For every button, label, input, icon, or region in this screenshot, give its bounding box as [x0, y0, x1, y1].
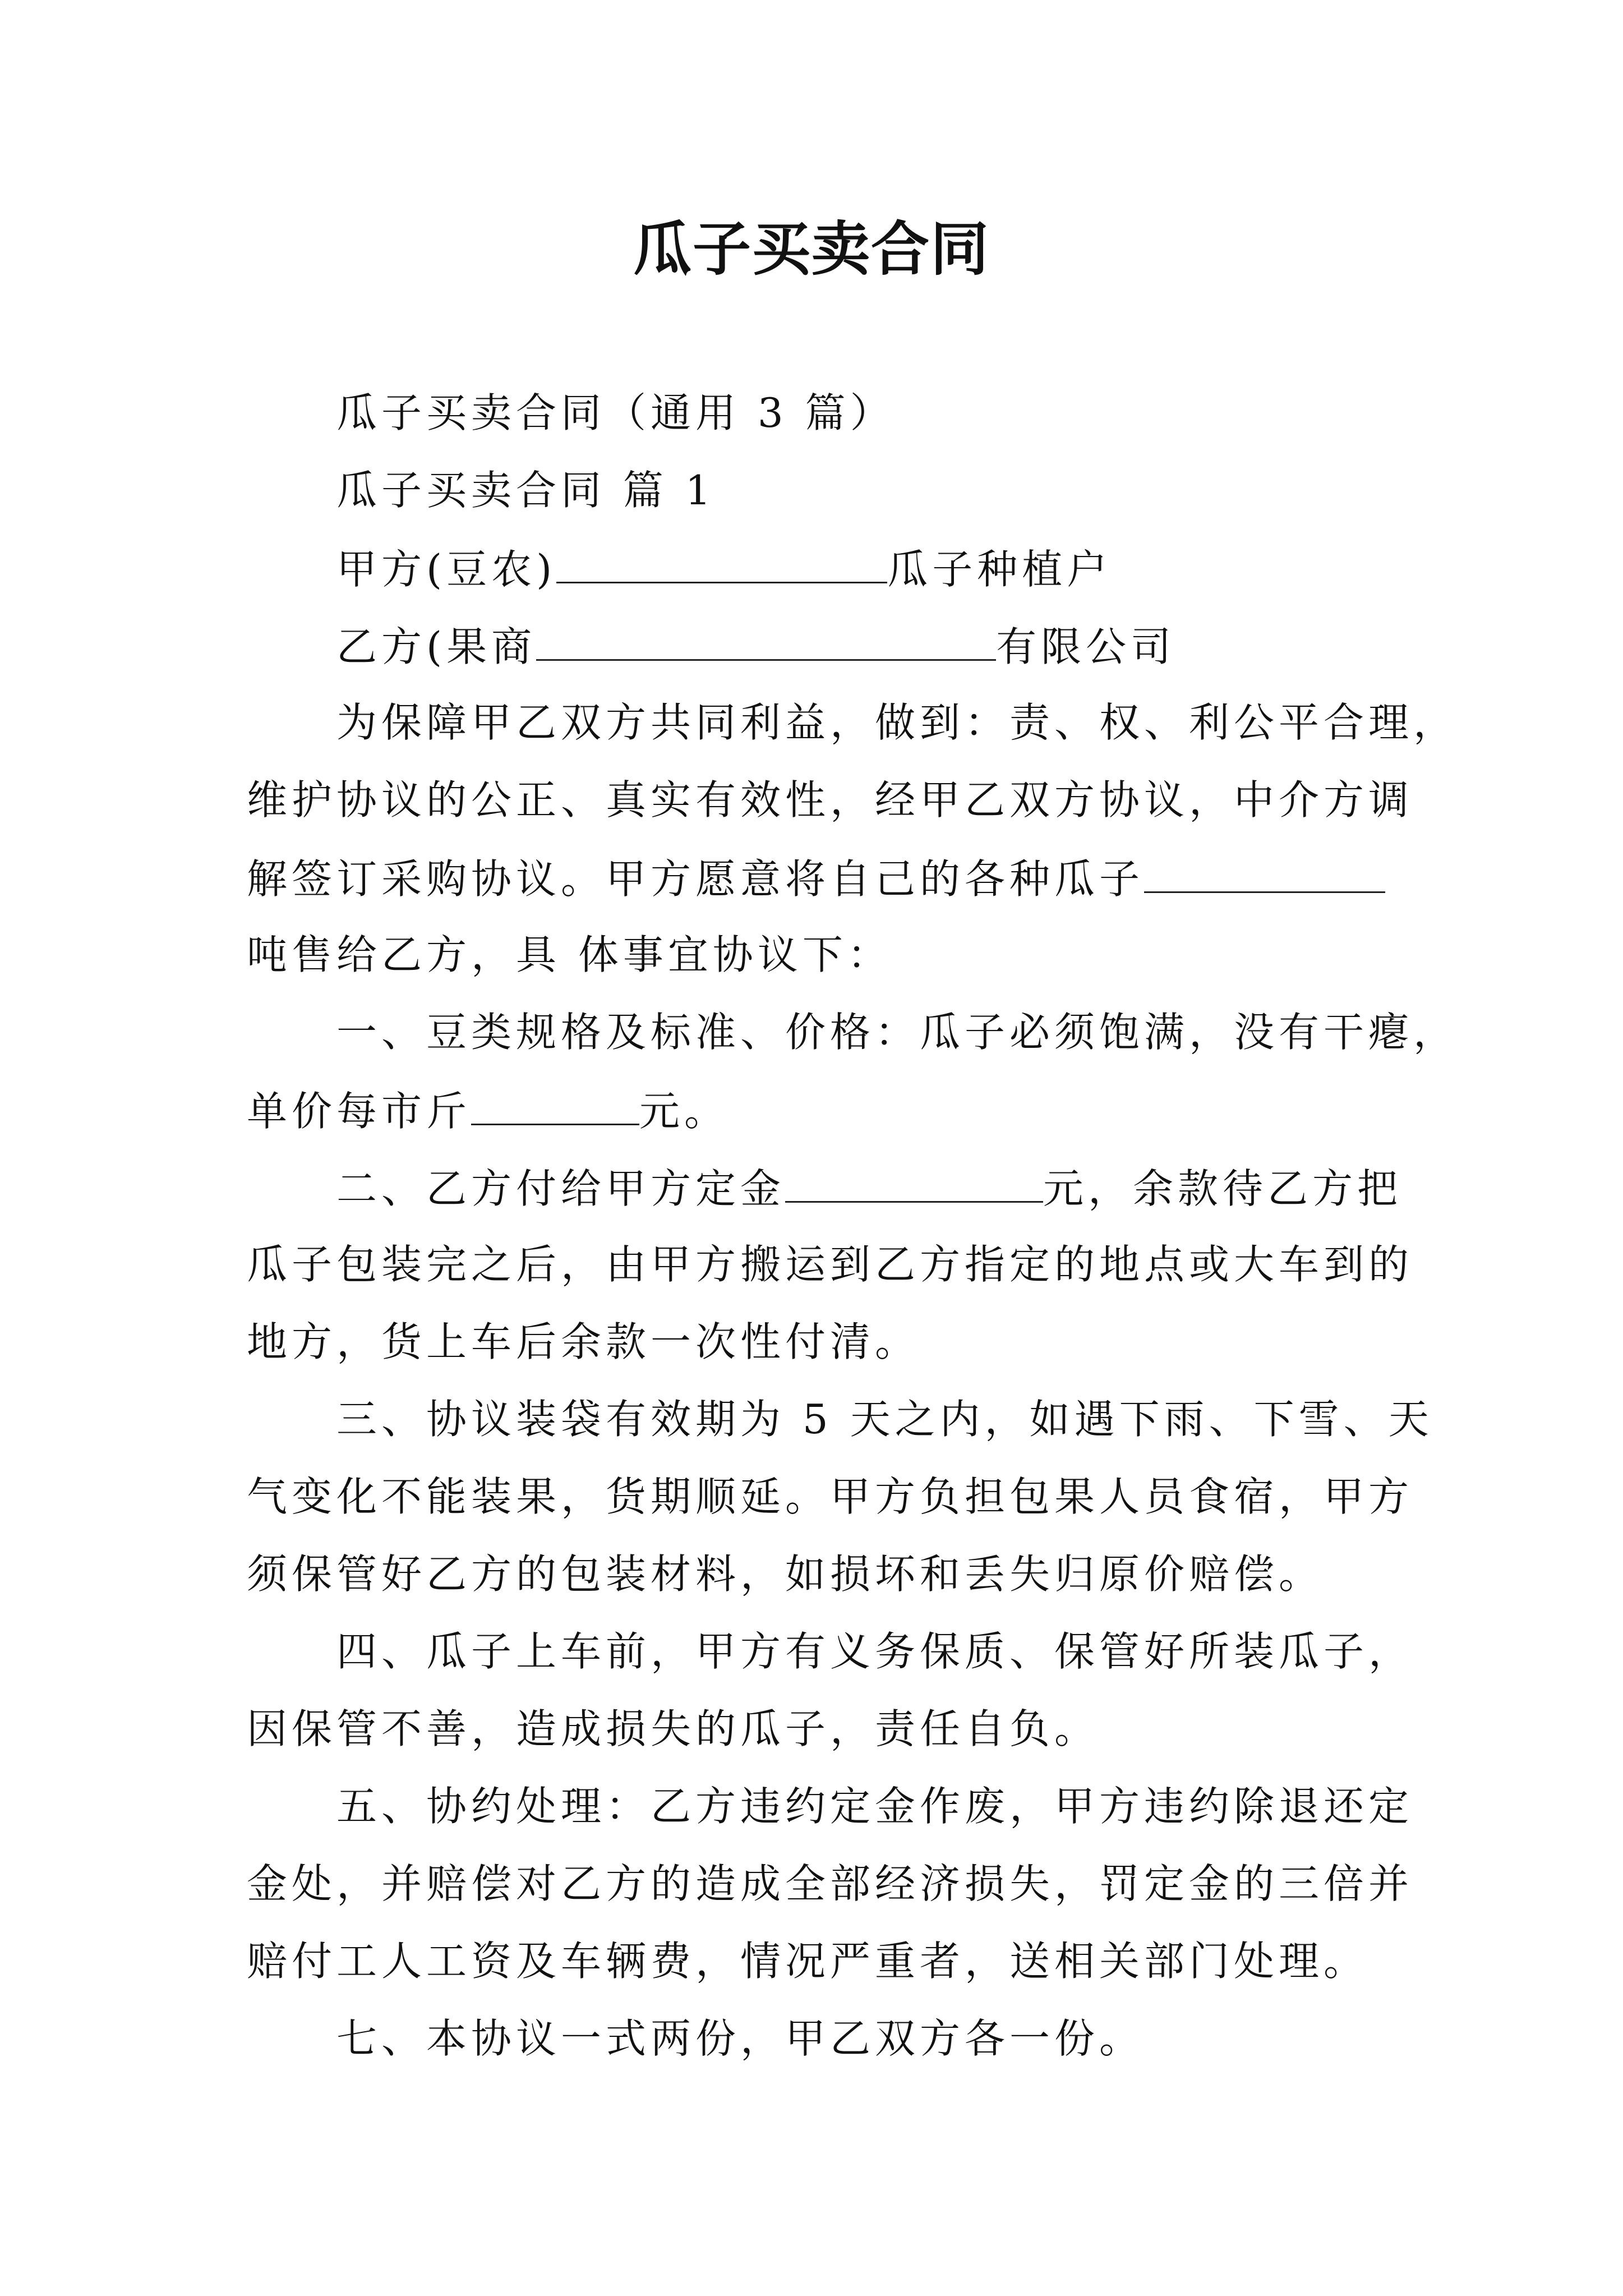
clause-5-line-2: 金处，并赔偿对乙方的造成全部经济损失，罚定金的三倍并 [247, 1860, 1414, 1907]
intro-line-3-text: 解签订采购协议。甲方愿意将自己的各种瓜子 [247, 855, 1145, 903]
deposit-suffix: 元，余款待乙方把 [1043, 1165, 1403, 1213]
deposit-blank [785, 1167, 1043, 1203]
intro-line-4: 吨售给乙方，具 体事宜协议下： [247, 931, 892, 978]
unit-price-suffix: 元。 [639, 1088, 730, 1135]
party-b-blank [536, 625, 996, 661]
clause-3-line-3: 须保管好乙方的包装材料，如损坏和丢失归原价赔偿。 [247, 1550, 1324, 1598]
party-a-blank [556, 547, 887, 583]
intro-line-1: 为保障甲乙双方共同利益，做到：责、权、利公平合理， [336, 699, 1459, 746]
clause-5-line-1: 五、协约处理：乙方违约定金作废，甲方违约除退还定 [336, 1783, 1414, 1830]
document-subtitle: 瓜子买卖合同（通用 3 篇） [336, 389, 895, 436]
party-a-label: 甲方(豆农) [336, 546, 557, 593]
clause-1-line-2 [247, 1088, 730, 1135]
deposit-label: 二、乙方付给甲方定金 [336, 1165, 786, 1213]
clause-4-line-2: 因保管不善，造成损失的瓜子，责任自负。 [247, 1705, 1100, 1752]
clause-7-line-1: 七、本协议一式两份，甲乙双方各一份。 [336, 2015, 1145, 2062]
intro-line-3 [247, 855, 1385, 903]
document-title: 瓜子买卖合同 [633, 214, 990, 283]
unit-price-blank [471, 1089, 639, 1125]
clause-1-line-1: 一、豆类规格及标准、价格：瓜子必须饱满，没有干瘪， [336, 1009, 1459, 1056]
party-b-line [336, 623, 1176, 671]
clause-2-line-2: 瓜子包装完之后，由甲方搬运到乙方指定的地点或大车到的 [247, 1241, 1414, 1288]
clause-2-line-3: 地方，货上车后余款一次性付清。 [247, 1318, 920, 1365]
party-b-suffix: 有限公司 [996, 623, 1176, 671]
party-b-label: 乙方(果商 [336, 623, 537, 671]
clause-2-line-1 [336, 1165, 1403, 1213]
clause-5-line-3: 赔付工人工资及车辆费，情况严重者，送相关部门处理。 [247, 1938, 1369, 1985]
part-heading: 瓜子买卖合同 篇 1 [336, 467, 716, 514]
unit-price-label: 单价每市斤 [247, 1088, 472, 1135]
intro-line-2: 维护协议的公正、真实有效性，经甲乙双方协议，中介方调 [247, 776, 1414, 823]
party-a-suffix: 瓜子种植户 [887, 546, 1112, 593]
clause-3-line-2: 气变化不能装果，货期顺延。甲方负担包果人员食宿，甲方 [247, 1473, 1414, 1520]
party-a-line [336, 546, 1112, 593]
clause-4-line-1: 四、瓜子上车前，甲方有义务保质、保管好所装瓜子， [336, 1628, 1414, 1675]
clause-3-line-1: 三、协议装袋有效期为 5 天之内，如遇下雨、下雪、天 [336, 1396, 1433, 1443]
tonnage-blank [1144, 857, 1385, 893]
